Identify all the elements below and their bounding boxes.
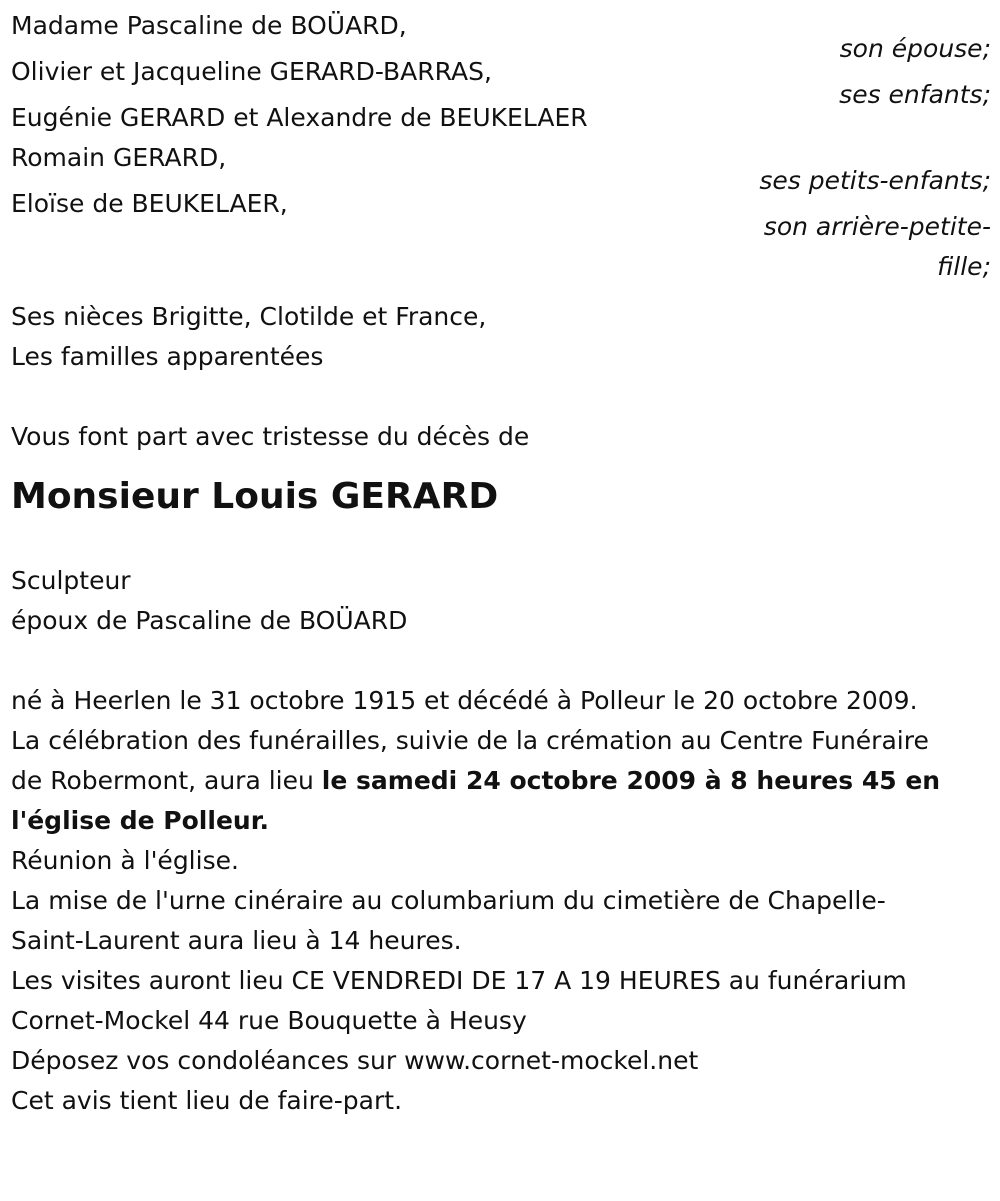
condolences-line: Déposez vos condoléances sur www.cornet-mockel.net (11, 1046, 699, 1075)
intro-text: Vous font part avec tristesse du décès de (11, 422, 530, 451)
urn-line: Saint-Laurent aura lieu à 14 heures. (11, 926, 462, 955)
visits-line: Cornet-Mockel 44 rue Bouquette à Heusy (11, 1006, 527, 1035)
family-name-line: Eloïse de BEUKELAER, (11, 189, 288, 218)
funeral-line: La célébration des funérailles, suivie de la crémation au Centre Funéraire (11, 726, 929, 755)
funeral-date-bold: le samedi 24 octobre 2009 à 8 heures 45 en (321, 766, 941, 795)
family-name-line: Romain GERARD, (11, 143, 227, 172)
others-line: Les familles apparentées (11, 342, 324, 371)
visits-line: Les visites auront lieu CE VENDREDI DE 17 A 19 HEURES au funérarium (11, 966, 907, 995)
birth-death-line: né à Heerlen le 31 octobre 1915 et décédé à Polleur le 20 octobre 2009. (11, 686, 918, 715)
family-relation: fille; (937, 252, 991, 281)
funeral-line (11, 801, 991, 841)
spouse-line: époux de Pascaline de BOÜARD (11, 606, 408, 635)
profession: Sculpteur (11, 566, 131, 595)
family-relation: son épouse; (839, 34, 991, 63)
obituary-notice (11, 6, 991, 1121)
family-relation: son arrière-petite- (763, 212, 991, 241)
funeral-text: de Robermont, aura lieu (11, 766, 322, 795)
family-relation: ses enfants; (839, 80, 991, 109)
funeral-line (11, 761, 991, 801)
family-name-line: Olivier et Jacqueline GERARD-BARRAS, (11, 57, 492, 86)
others-line: Ses nièces Brigitte, Clotilde et France, (11, 302, 487, 331)
family-name-line: Eugénie GERARD et Alexandre de BEUKELAER (11, 103, 588, 132)
family-name-line: Madame Pascaline de BOÜARD, (11, 11, 407, 40)
notice-line: Cet avis tient lieu de faire-part. (11, 1086, 403, 1115)
deceased-name: Monsieur Louis GERARD (11, 476, 499, 517)
family-relation: ses petits-enfants; (759, 166, 991, 195)
reunion-line: Réunion à l'église. (11, 846, 239, 875)
funeral-place-bold: l'église de Polleur. (11, 806, 269, 835)
urn-line: La mise de l'urne cinéraire au columbarium du cimetière de Chapelle- (11, 886, 886, 915)
